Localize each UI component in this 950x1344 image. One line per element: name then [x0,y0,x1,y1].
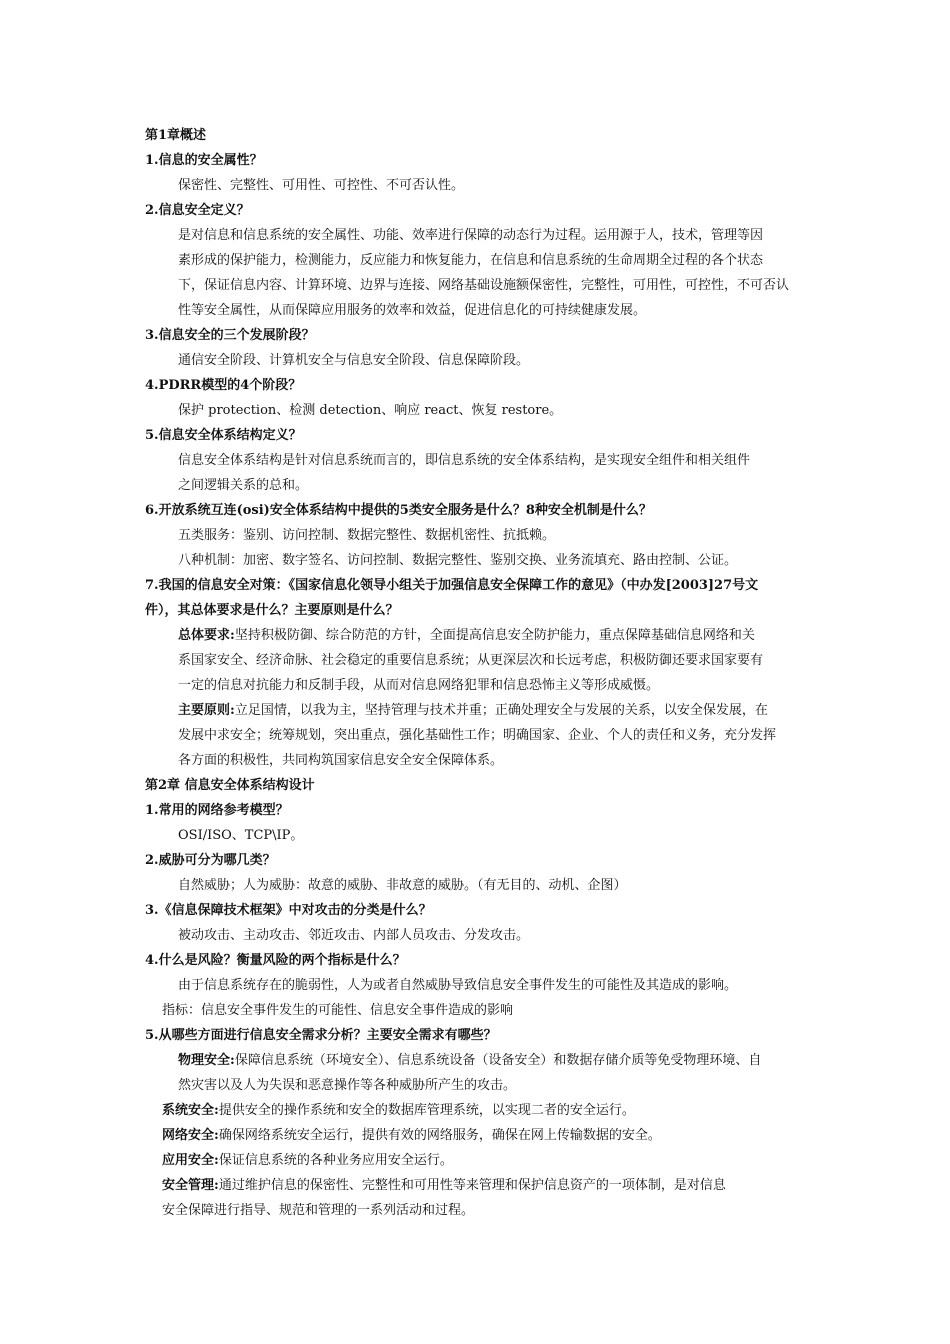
answer-2-4: 由于信息系统存在的脆弱性，人为或者自然威胁导致信息安全事件发生的可能性及其造成的影响。 [178,978,738,993]
answer-2-5-management: 安全管理:通过维护信息的保密性、完整性和可用性等来管理和保护信息资产的一项体制，是对信息 [162,1178,726,1193]
answer-1-4: 保护 protection、检测 detection、响应 react、恢复 restore。 [178,403,563,418]
answer-1-7-principles-line: 各方面的积极性，共同构筑国家信息安全安全保障体系。 [178,753,504,768]
answer-1-2-line: 下，保证信息内容、计算环境、边界与连接、网络基础设施额保密性，完整性，可用性，可控性，不可否认 [178,278,790,293]
requirements-label: 总体要求: [178,628,235,643]
answer-1-3: 通信安全阶段、计算机安全与信息安全阶段、信息保障阶段。 [178,353,530,368]
question-1-7-line: 7.我国的信息安全对策：《国家信息化领导小组关于加强信息安全保障工作的意见》（中办发[2003]27号文 [145,578,759,593]
answer-1-5-line: 之间逻辑关系的总和。 [178,478,309,493]
principles-label: 主要原则: [178,703,235,718]
answer-2-5-system: 系统安全:提供安全的操作系统和安全的数据库管理系统，以实现二者的安全运行。 [162,1103,635,1118]
answer-1-7-requirements-line: 一定的信息对抗能力和反制手段，从而对信息网络犯罪和信息恐怖主义等形成威慑。 [178,678,660,693]
answer-1-1: 保密性、完整性、可用性、可控性、不可否认性。 [178,178,465,193]
answer-1-7-principles-line: 发展中求安全；统筹规划，突出重点，强化基础性工作；明确国家、企业、个人的责任和义务，充分发挥 [178,728,777,743]
question-1-7-line: 件），其总体要求是什么？主要原则是什么？ [145,603,399,618]
answer-1-7-requirements: 总体要求:坚持积极防御、综合防范的方针，全面提高信息安全防护能力，重点保障基础信息网络和关 [178,628,755,643]
question-2-2: 2.威胁可分为哪几类？ [145,853,276,868]
question-1-4: 4.PDRR模型的4个阶段？ [145,378,302,393]
answer-2-5-physical-line: 然灾害以及人为失误和恶意操作等各种威胁所产生的攻击。 [178,1078,517,1093]
answer-2-3: 被动攻击、主动攻击、邻近攻击、内部人员攻击、分发攻击。 [178,928,530,943]
question-1-2: 2.信息安全定义？ [145,203,250,218]
question-2-3: 3.《信息保障技术框架》中对攻击的分类是什么？ [145,903,432,918]
answer-1-6-services: 五类服务：鉴别、访问控制、数据完整性、数据机密性、抗抵赖。 [178,528,556,543]
question-1-1: 1.信息的安全属性？ [145,153,263,168]
answer-2-5-physical: 物理安全:保障信息系统（环境安全）、信息系统设备（设备安全）和数据存储介质等免受物理环境、自 [178,1053,762,1068]
answer-1-2-line: 是对信息和信息系统的安全属性、功能、效率进行保障的动态行为过程。运用源于人，技术，管理等因 [178,228,764,243]
answer-1-2-line: 素形成的保护能力，检测能力，反应能力和恢复能力，在信息和信息系统的生命周期全过程的各个状态 [178,253,764,268]
question-2-1: 1.常用的网络参考模型？ [145,803,289,818]
answer-2-5-network: 网络安全:确保网络系统安全运行，提供有效的网络服务，确保在网上传输数据的安全。 [162,1128,661,1143]
question-1-5: 5.信息安全体系结构定义？ [145,428,302,443]
physical-security-label: 物理安全: [178,1053,235,1068]
answer-1-6-mechanisms: 八种机制：加密、数字签名、访问控制、数据完整性、鉴别交换、业务流填充、路由控制、公证。 [178,553,738,568]
answer-1-7-principles: 主要原则:立足国情，以我为主，坚持管理与技术并重；正确处理安全与发展的关系，以安全保发展，在 [178,703,768,718]
application-security-label: 应用安全: [162,1153,219,1168]
question-1-6: 6.开放系统互连(osi)安全体系结构中提供的5类安全服务是什么？8种安全机制是什么？ [145,503,652,518]
answer-2-5-management-line: 安全保障进行指导、规范和管理的一系列活动和过程。 [162,1203,475,1218]
question-1-3: 3.信息安全的三个发展阶段？ [145,328,315,343]
answer-2-5-application: 应用安全:保证信息系统的各种业务应用安全运行。 [162,1153,453,1168]
security-management-label: 安全管理: [162,1178,219,1193]
answer-1-5-line: 信息安全体系结构是针对信息系统而言的，即信息系统的安全体系结构，是实现安全组件和相关组件 [178,453,751,468]
answer-1-2-line: 性等安全属性，从而保障应用服务的效率和效益，促进信息化的可持续健康发展。 [178,303,647,318]
chapter-2-title: 第2章 信息安全体系结构设计 [145,778,315,793]
answer-1-7-requirements-line: 系国家安全、经济命脉、社会稳定的重要信息系统；从更深层次和长远考虑，积极防御还要求国家要有 [178,653,764,668]
system-security-label: 系统安全: [162,1103,219,1118]
answer-2-1: OSI/ISO、TCP\IP。 [178,828,304,843]
network-security-label: 网络安全: [162,1128,219,1143]
question-2-5: 5.从哪些方面进行信息安全需求分析？主要安全需求有哪些？ [145,1028,497,1043]
answer-2-4-indicators: 指标：信息安全事件发生的可能性、信息安全事件造成的影响 [162,1003,514,1018]
chapter-1-title: 第1章概述 [145,128,207,143]
question-2-4: 4.什么是风险？衡量风险的两个指标是什么？ [145,953,406,968]
answer-2-2: 自然威胁；人为威胁：故意的威胁、非故意的威胁。（有无目的、动机、企图） [178,878,627,893]
